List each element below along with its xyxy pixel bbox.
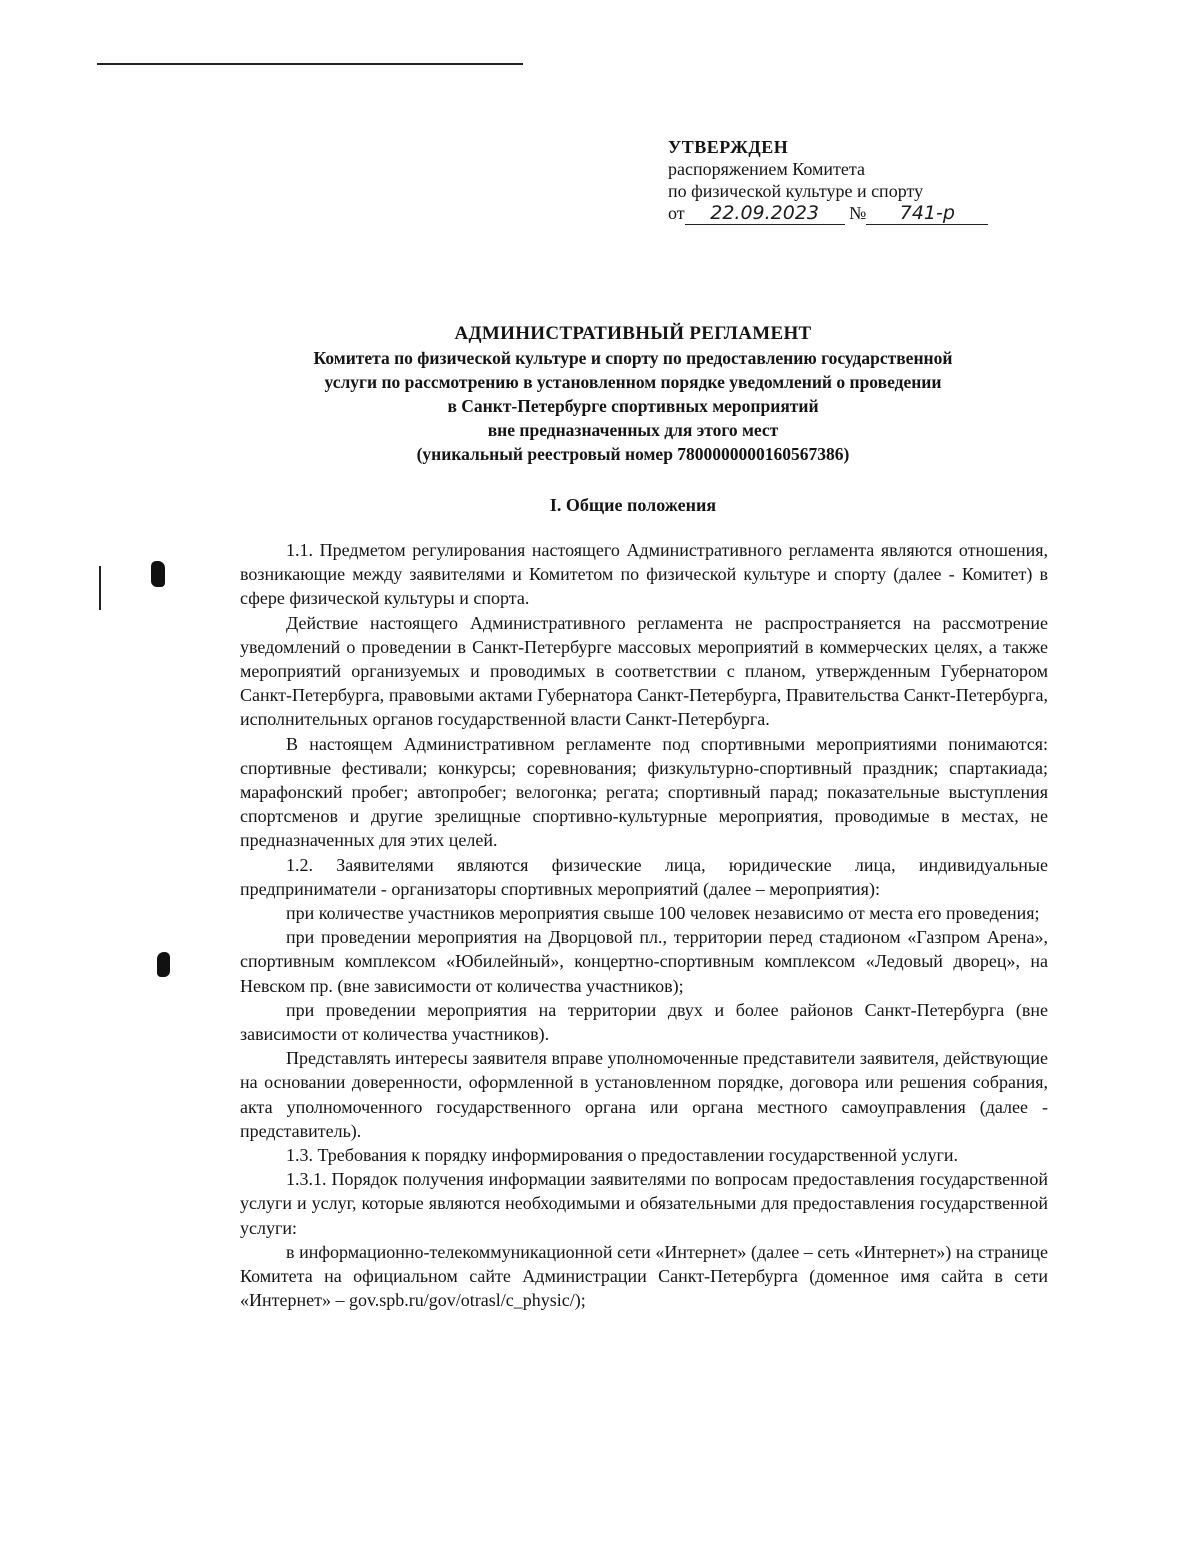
title-line-5: вне предназначенных для этого мест — [487, 420, 779, 440]
number-prefix: № — [849, 203, 867, 223]
approval-line-order: распоряжением Комитета — [668, 159, 865, 179]
title-line-6: (уникальный реестровый номер 7800000000160567386) — [416, 444, 850, 464]
approval-date-number — [668, 202, 1028, 225]
paragraph: Представлять интересы заявителя вправе уполномоченные представители заявителя, действующие на основании доверенности, оформленной в установленном порядке, договора или решения собрания, акта уполномоченного государственного органа или органа местного самоуправления (далее - представитель). — [240, 1048, 1048, 1141]
document-title — [200, 322, 1066, 466]
section-title: I. Общие положения — [549, 495, 717, 515]
document-body — [240, 538, 1048, 1313]
handwritten-number: 741-р — [866, 202, 988, 225]
paragraph: при проведении мероприятия на территории двух и более районов Санкт-Петербурга (вне зависимости от количества участников). — [240, 999, 1048, 1045]
title-line-1: АДМИНИСТРАТИВНЫЙ РЕГЛАМЕНТ — [454, 323, 812, 344]
margin-scan-mark — [99, 566, 101, 610]
date-prefix: от — [668, 203, 685, 223]
paragraph: 1.1. Предметом регулирования настоящего Административного регламента являются отношения, возникающие между заявителями и Комитетом по физической культуре и спорту (далее - Комитет) в сфере физической культуры и спорта. — [240, 540, 1048, 609]
margin-punch-hole-bottom — [157, 952, 170, 977]
top-rule — [97, 63, 523, 65]
title-line-4: в Санкт-Петербурге спортивных мероприятий — [447, 396, 819, 416]
title-line-2: Комитета по физической культуре и спорту по предоставлению государственной — [313, 348, 953, 368]
paragraph: при количестве участников мероприятия свыше 100 человек независимо от места его проведения; — [286, 903, 1040, 924]
approval-heading: УТВЕРЖДЕН — [668, 137, 789, 157]
paragraph: в информационно-телекоммуникационной сети «Интернет» (далее – сеть «Интернет») на странице Комитета на официальном сайте Администрации Санкт-Петербурга (доменное имя сайта в сети «Интернет» – gov.spb.ru/gov/otrasl/c_physic/); — [240, 1241, 1048, 1311]
paragraph: 1.2. Заявителями являются физические лица, юридические лица, индивидуальные предприниматели - организаторы спортивных мероприятий (далее – мероприятия): — [240, 854, 1048, 899]
approval-line-committee: по физической культуре и спорту — [668, 181, 924, 201]
margin-punch-hole-top — [151, 561, 165, 587]
paragraph: 1.3.1. Порядок получения информации заявителями по вопросам предоставления государственной услуги и услуг, которые являются необходимыми и обязательными для предоставления государственной услуги: — [240, 1169, 1048, 1238]
handwritten-date: 22.09.2023 — [685, 202, 845, 225]
paragraph: В настоящем Административном регламенте под спортивными мероприятиями понимаются: спортивные фестивали; конкурсы; соревнования; физкультурно-спортивный праздник; спартакиада; марафонский пробег; автопробег; велогонка; регата; спортивный парад; показательные выступления спортсменов и другие зрелищные спортивно-культурные мероприятия, проводимые в местах, не предназначенных для этих целей. — [240, 733, 1048, 851]
paragraph: Действие настоящего Административного регламента не распространяется на рассмотрение уведомлений о проведении в Санкт-Петербурге массовых мероприятий в коммерческих целях, а также мероприятий организуемых и проводимых в соответствии с планом, утвержденным Губернатором Санкт-Петербурга, правовыми актами Губернатора Санкт-Петербурга, Правительства Санкт-Петербурга, исполнительных органов государственной власти Санкт-Петербурга. — [240, 612, 1048, 730]
title-line-3: услуги по рассмотрению в установленном порядке уведомлений о проведении — [324, 372, 942, 392]
approval-stamp — [668, 136, 1028, 225]
paragraph: при проведении мероприятия на Дворцовой пл., территории перед стадионом «Газпром Арена», спортивным комплексом «Юбилейный», концертно-спортивным комплексом «Ледовый дворец», на Невском пр. (вне зависимости от количества участников); — [240, 927, 1048, 996]
paragraph: 1.3. Требования к порядку информирования о предоставлении государственной услуги. — [286, 1145, 958, 1166]
